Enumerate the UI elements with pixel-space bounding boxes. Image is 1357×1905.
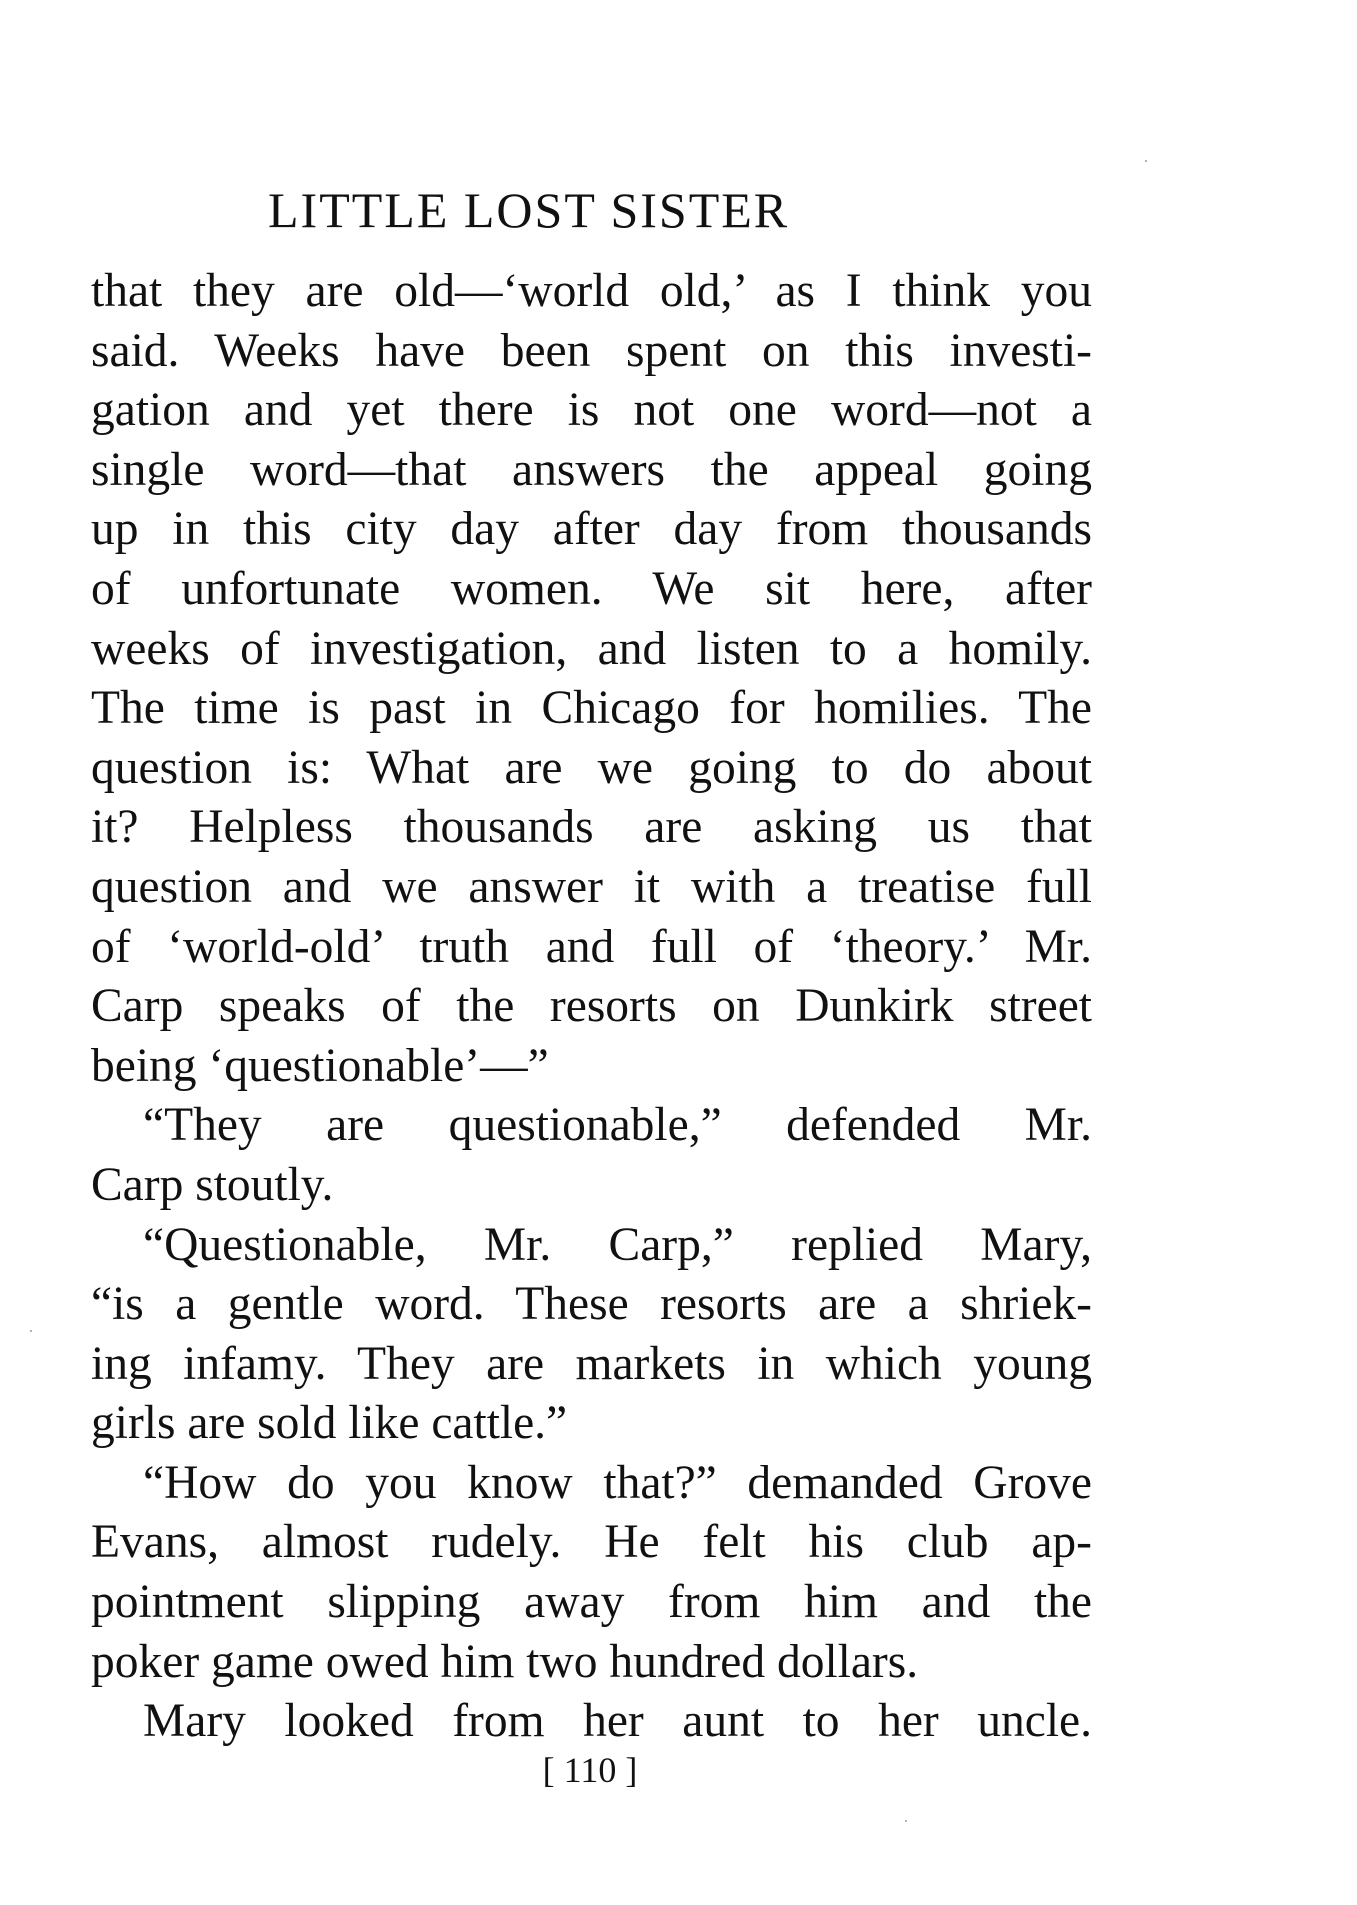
text-line: “Questionable, Mr. Carp,” replied Mary, (143, 1218, 1092, 1271)
paper-speck (905, 1820, 907, 1822)
text-line: weeks of investigation, and listen to a homily. (91, 622, 1092, 675)
text-line: ing infamy. They are markets in which young (91, 1337, 1092, 1390)
text-line: Carp stoutly. (91, 1158, 334, 1211)
text-line: question is: What are we going to do about (91, 741, 1092, 794)
paper-speck (30, 1330, 32, 1332)
text-line: up in this city day after day from thousands (91, 503, 1092, 556)
text-line: said. Weeks have been spent on this investi- (91, 324, 1092, 377)
text-line: Evans, almost rudely. He felt his club ap- (91, 1516, 1092, 1569)
text-line: pointment slipping away from him and the (91, 1576, 1092, 1629)
text-line: that they are old—‘world old,’ as I think you (91, 265, 1092, 317)
paper-speck (1145, 160, 1147, 162)
running-head: LITTLE LOST SISTER (268, 182, 790, 238)
text-line: of unfortunate women. We sit here, after (91, 562, 1092, 615)
text-line: girls are sold like cattle.” (91, 1397, 568, 1450)
body-text (91, 262, 1092, 1752)
text-line: Mary looked from her aunt to her uncle. (143, 1695, 1092, 1748)
text-line: “They are questionable,” defended Mr. (143, 1099, 1092, 1152)
text-line: Carp speaks of the resorts on Dunkirk street (91, 980, 1092, 1033)
text-line: it? Helpless thousands are asking us that (91, 801, 1092, 854)
text-line: single word—that answers the appeal going (91, 443, 1092, 496)
text-line: “How do you know that?” demanded Grove (143, 1456, 1092, 1509)
text-line: being ‘questionable’—” (91, 1039, 549, 1092)
text-line: The time is past in Chicago for homilies. The (91, 682, 1092, 735)
text-line: of ‘world-old’ truth and full of ‘theory.’ Mr. (91, 920, 1092, 973)
page-number: [ 110 ] (542, 1750, 638, 1790)
text-line: “is a gentle word. These resorts are a shriek- (91, 1278, 1092, 1331)
text-line: question and we answer it with a treatise full (91, 860, 1092, 913)
text-line: poker game owed him two hundred dollars. (91, 1635, 919, 1688)
text-line: gation and yet there is not one word—not a (91, 384, 1092, 437)
